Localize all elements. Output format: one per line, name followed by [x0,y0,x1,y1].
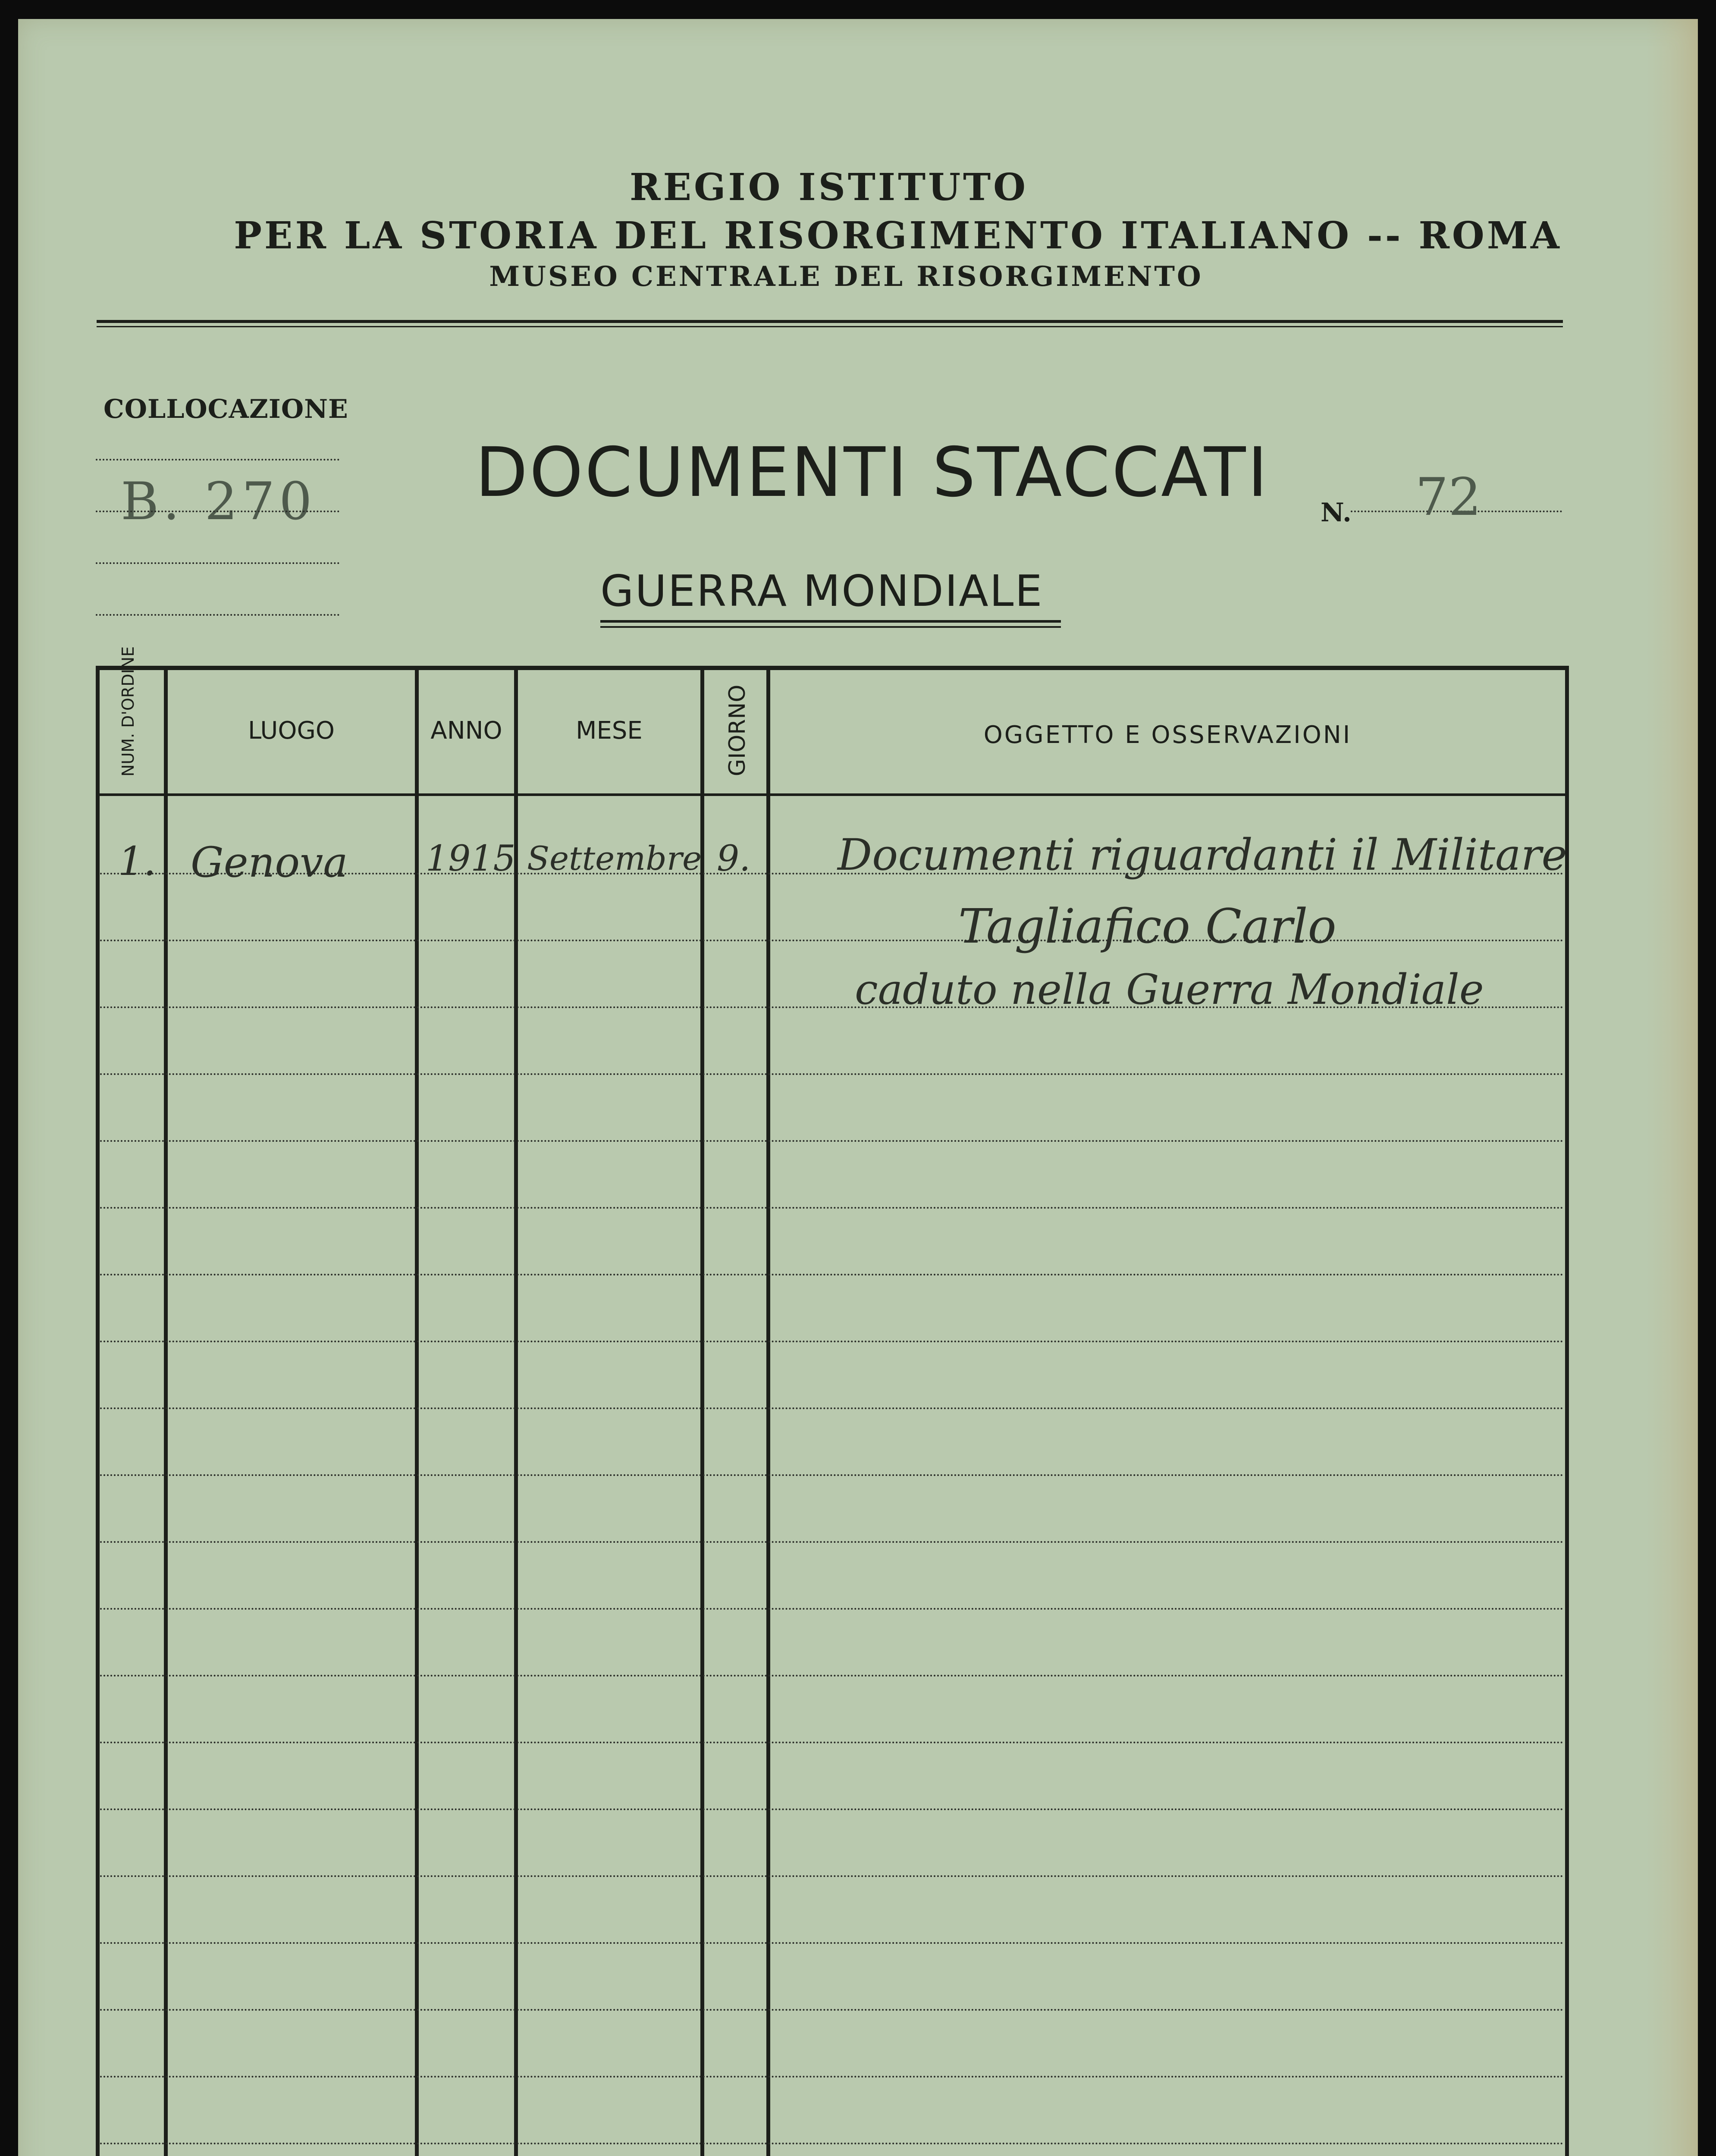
subtitle: GUERRA MONDIALE [600,566,1044,616]
table-border-right [1565,666,1569,2156]
table-row [100,1675,1564,1677]
header-museum: MUSEO CENTRALE DEL RISORGIMENTO [489,260,1203,293]
table-header-divider [96,793,1569,796]
table-row [100,1407,1564,1409]
entry-num: 1. [118,838,156,884]
column-header-luogo: LUOGO [248,717,335,745]
table-row [100,1808,1564,1810]
entry-oggetto-line3: caduto nella Guerra Mondiale [855,965,1484,1014]
column-header-anno: ANNO [430,717,502,745]
table-row [100,1341,1564,1342]
page-title: DOCUMENTI STACCATI [475,433,1270,512]
table-row [100,1073,1564,1075]
table-row [100,1875,1564,1877]
entry-luogo: Genova [191,838,348,887]
collocazione-line-1 [96,459,339,461]
table-row [100,1140,1564,1142]
subtitle-underline-2 [600,626,1061,628]
header-institute-full: PER LA STORIA DEL RISORGIMENTO ITALIANO -- ROMA [234,214,1562,257]
table-top-border [96,666,1569,670]
collocazione-line-2 [96,511,339,512]
collocazione-line-3 [96,562,339,564]
column-header-oggetto: OGGETTO E OSSERVAZIONI [983,721,1352,749]
header-institute: REGIO ISTITUTO [629,166,1029,209]
document-sheet [18,19,1698,2156]
number-value: 72 [1415,467,1481,527]
table-row [100,2009,1564,2011]
table-row [100,1274,1564,1275]
table-row [100,2076,1564,2078]
entry-oggetto-line2: Tagliafico Carlo [958,899,1336,954]
table-row [100,940,1564,941]
number-label: N. [1321,498,1352,528]
subtitle-underline-1 [600,620,1061,623]
collocazione-label: COLLOCAZIONE [104,394,348,424]
collocazione-value: B. 270 [121,472,317,532]
column-header-mese: MESE [576,717,643,745]
table-row [100,1608,1564,1610]
column-header-num: NUM. D'ORDINE [119,646,138,777]
entry-giorno: 9. [717,838,751,879]
header-rule-top [97,320,1563,323]
column-divider-5 [766,666,770,2156]
table-row [100,2143,1564,2144]
table-row [100,1541,1564,1543]
column-divider-1 [164,666,168,2156]
table-row [100,1207,1564,1209]
table-row [100,1742,1564,1743]
column-divider-4 [700,666,704,2156]
table-row [100,1474,1564,1476]
column-header-giorno: GIORNO [725,684,750,777]
entry-oggetto-line1: Documenti riguardanti il Militare [838,830,1567,880]
header-rule-bottom [97,326,1563,327]
column-divider-2 [415,666,419,2156]
table-border-left [96,666,100,2156]
entry-anno: 1915 [426,838,516,879]
entry-mese: Settembre [527,839,702,877]
table-row [100,1942,1564,1944]
column-divider-3 [514,666,518,2156]
collocazione-line-4 [96,614,339,616]
